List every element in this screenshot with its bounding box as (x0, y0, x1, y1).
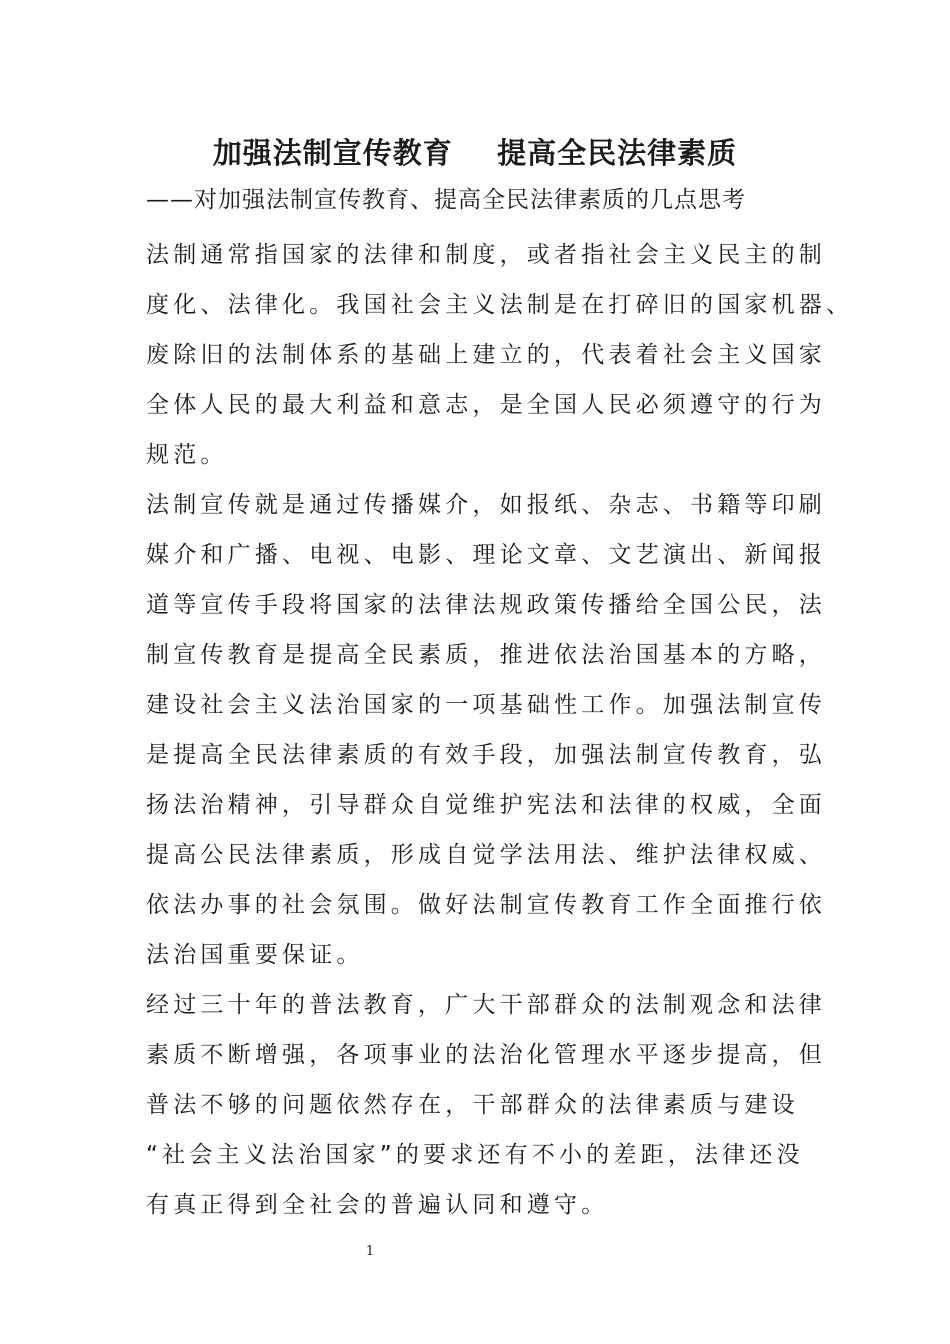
text-line: 扬法治精神，引导群众自觉维护宪法和法律的权威，全面 (146, 792, 826, 818)
paragraph-2 (146, 480, 830, 980)
text-line: “社会主义法治国家”的要求还有不小的差距，法律还没 (146, 1142, 804, 1168)
text-line: 度化、法律化。我国社会主义法制是在打碎旧的国家机器、 (146, 292, 854, 318)
text-line: 普法不够的问题依然存在，干部群众的法律素质与建设 (146, 1092, 799, 1118)
text-line: 规范。 (146, 442, 228, 468)
text-line: 全体人民的最大利益和意志，是全国人民必须遵守的行为 (146, 392, 826, 418)
text-line: 素质不断增强，各项事业的法治化管理水平逐步提高，但 (146, 1042, 826, 1068)
text-line: 是提高全民法律素质的有效手段，加强法制宣传教育，弘 (146, 742, 826, 768)
text-line: 法制通常指国家的法律和制度，或者指社会主义民主的制 (146, 242, 826, 268)
text-line: 制宣传教育是提高全民素质，推进依法治国基本的方略， (146, 642, 826, 668)
text-line: 提高公民法律素质，形成自觉学法用法、维护法律权威、 (146, 842, 826, 868)
text-line: 废除旧的法制体系的基础上建立的，代表着社会主义国家 (146, 342, 826, 368)
document-body (146, 230, 854, 1230)
text-line: 依法办事的社会氛围。做好法制宣传教育工作全面推行依 (146, 892, 826, 918)
text-line: 有真正得到全社会的普遍认同和遵守。 (146, 1192, 609, 1218)
text-line: 媒介和广播、电视、电影、理论文章、文艺演出、新闻报 (146, 542, 826, 568)
paragraph-3 (146, 980, 830, 1230)
paragraph-1 (146, 230, 854, 480)
page-number: 1 (365, 1244, 375, 1259)
text-line: 建设社会主义法治国家的一项基础性工作。加强法制宣传 (146, 692, 826, 718)
text-line: 法治国重要保证。 (146, 942, 364, 968)
document-subtitle: ——对加强法制宣传教育、提高全民法律素质的几点思考 (146, 187, 746, 213)
text-line: 法制宣传就是通过传播媒介，如报纸、杂志、书籍等印刷 (146, 492, 826, 518)
text-line: 道等宣传手段将国家的法律法规政策传播给全国公民，法 (146, 592, 826, 618)
text-line: 经过三十年的普法教育，广大干部群众的法制观念和法律 (146, 992, 826, 1018)
document-title: 加强法制宣传教育 提高全民法律素质 (212, 136, 738, 170)
